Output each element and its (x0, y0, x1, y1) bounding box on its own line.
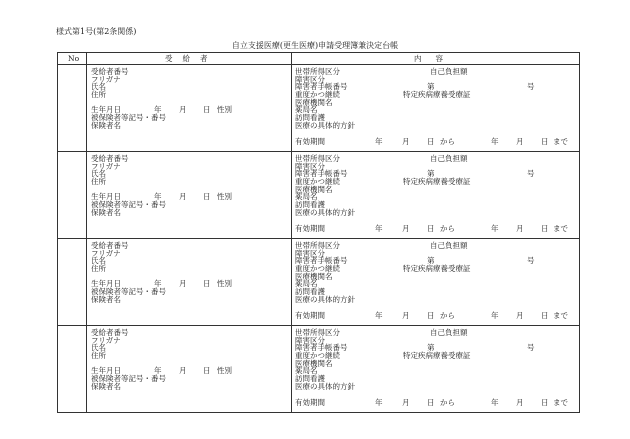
institution-label: 医療機関名 (295, 97, 333, 107)
severe-row (295, 265, 577, 273)
severe-continuous-label: 重度かつ継続 (295, 177, 340, 187)
from-label: から (440, 398, 455, 407)
content-fields (295, 68, 577, 130)
valid-period-label: 有効期間 (295, 398, 325, 407)
self-pay-label: 自己負担額 (430, 241, 468, 250)
document-title: 自立支援医療(更生医療)申請受理簿兼決定台帳 (231, 41, 399, 50)
furigana-label: フリガナ (91, 161, 121, 171)
column-divider (291, 152, 292, 238)
disability-class-label: 障害区分 (295, 161, 325, 171)
handbook-number-label: 障害者手帳番号 (295, 169, 348, 179)
column-divider (291, 53, 292, 64)
institution-label: 医療機関名 (295, 358, 333, 368)
institution-row (295, 273, 577, 281)
entry-row (58, 152, 579, 239)
until-day: 日 (541, 224, 549, 233)
from-label: から (440, 137, 455, 146)
sex-label: 性別 (217, 105, 232, 115)
pharmacy-label: 薬局名 (295, 105, 318, 115)
column-divider (86, 326, 87, 412)
pharmacy-label: 薬局名 (295, 366, 318, 376)
dob-month: 月 (179, 366, 187, 376)
entry-row (58, 326, 579, 413)
severe-row (295, 178, 577, 186)
institution-label: 医療機関名 (295, 184, 333, 194)
dob-row (91, 280, 261, 288)
policy-row (295, 122, 577, 130)
column-divider (291, 65, 292, 151)
income-class-label: 世帯所得区分 (295, 67, 340, 76)
insurer-name-label: 保険者名 (91, 207, 121, 217)
address-label: 住所 (91, 90, 106, 100)
from-month: 月 (402, 224, 410, 233)
dob-label: 生年月日 (91, 279, 121, 289)
from-day: 日 (427, 224, 435, 233)
from-label: から (440, 224, 455, 233)
severe-row (295, 91, 577, 99)
until-month: 月 (516, 224, 524, 233)
sex-label: 性別 (217, 366, 232, 376)
income-row (295, 242, 577, 250)
dob-day: 日 (203, 105, 211, 115)
recipient-number-label: 受給者番号 (91, 154, 129, 163)
dob-month: 月 (179, 279, 187, 289)
income-row (295, 155, 577, 163)
entry-row (58, 239, 579, 326)
recipient-fields (91, 329, 261, 391)
until-day: 日 (541, 311, 549, 320)
table-header (58, 53, 579, 65)
handbook-dai: 第 (427, 343, 435, 353)
column-divider (86, 65, 87, 151)
from-day: 日 (427, 137, 435, 146)
severe-continuous-label: 重度かつ継続 (295, 351, 340, 361)
from-label: から (440, 311, 455, 320)
insurer-name-label: 保険者名 (91, 120, 121, 130)
dob-label: 生年月日 (91, 366, 121, 376)
insured-number-label: 被保険者等記号・番号 (91, 113, 166, 123)
pharmacy-label: 薬局名 (295, 279, 318, 289)
handbook-number-label: 障害者手帳番号 (295, 82, 348, 92)
column-divider (86, 239, 87, 325)
address-label: 住所 (91, 351, 106, 361)
from-day: 日 (427, 311, 435, 320)
severe-continuous-label: 重度かつ継続 (295, 90, 340, 100)
income-row (295, 68, 577, 76)
specific-disease-label: 特定疾病療養受療証 (403, 90, 471, 100)
pharmacy-row (295, 106, 577, 114)
address-label: 住所 (91, 264, 106, 274)
home-nursing-label: 訪問看護 (295, 200, 325, 210)
content-fields (295, 242, 577, 304)
handbook-dai: 第 (427, 82, 435, 92)
from-day: 日 (427, 398, 435, 407)
from-year: 年 (375, 398, 383, 407)
from-year: 年 (375, 137, 383, 146)
disability-class-label: 障害区分 (295, 74, 325, 84)
dob-year: 年 (154, 105, 162, 115)
column-divider (86, 53, 87, 64)
policy-row (295, 383, 577, 391)
dob-day: 日 (203, 279, 211, 289)
until-month: 月 (516, 137, 524, 146)
dob-year: 年 (154, 366, 162, 376)
handbook-go: 号 (527, 343, 535, 353)
until-month: 月 (516, 311, 524, 320)
handbook-go: 号 (527, 169, 535, 179)
content-fields (295, 155, 577, 217)
pharmacy-row (295, 367, 577, 375)
pharmacy-label: 薬局名 (295, 192, 318, 202)
handbook-go: 号 (527, 82, 535, 92)
until-year: 年 (491, 224, 499, 233)
until-year: 年 (491, 137, 499, 146)
furigana-label: フリガナ (91, 248, 121, 258)
income-row (295, 329, 577, 337)
specific-disease-label: 特定疾病療養受療証 (403, 351, 471, 361)
column-divider (291, 326, 292, 412)
from-month: 月 (402, 398, 410, 407)
entry-row (58, 65, 579, 152)
insured-number-label: 被保険者等記号・番号 (91, 287, 166, 297)
pharmacy-row (295, 280, 577, 288)
header-recipient: 受給者 (165, 54, 218, 63)
furigana-label: フリガナ (91, 74, 121, 84)
valid-period-label: 有効期間 (295, 311, 325, 320)
insured-number-label: 被保険者等記号・番号 (91, 200, 166, 210)
self-pay-label: 自己負担額 (430, 328, 468, 337)
insured-number-label: 被保険者等記号・番号 (91, 374, 166, 384)
from-year: 年 (375, 311, 383, 320)
severe-row (295, 352, 577, 360)
dob-day: 日 (203, 366, 211, 376)
policy-label: 医療の具体的方針 (295, 207, 355, 217)
disability-class-label: 障害区分 (295, 248, 325, 258)
header-content: 内容 (414, 54, 457, 63)
home-nursing-label: 訪問看護 (295, 287, 325, 297)
sex-label: 性別 (217, 279, 232, 289)
name-label: 氏名 (91, 256, 106, 266)
handbook-number-label: 障害者手帳番号 (295, 343, 348, 353)
until-label: まで (553, 137, 568, 146)
until-day: 日 (541, 137, 549, 146)
entries (58, 65, 579, 413)
severe-continuous-label: 重度かつ継続 (295, 264, 340, 274)
ledger-table (57, 52, 580, 413)
column-divider (86, 152, 87, 238)
policy-row (295, 296, 577, 304)
insurer-name-label: 保険者名 (91, 294, 121, 304)
dob-row (91, 106, 261, 114)
handbook-number-label: 障害者手帳番号 (295, 256, 348, 266)
until-year: 年 (491, 311, 499, 320)
until-label: まで (553, 224, 568, 233)
form-number: 様式第1号(第2条関係) (56, 27, 137, 36)
name-label: 氏名 (91, 82, 106, 92)
handbook-dai: 第 (427, 256, 435, 266)
income-class-label: 世帯所得区分 (295, 328, 340, 337)
from-month: 月 (402, 311, 410, 320)
valid-period-label: 有効期間 (295, 137, 325, 146)
policy-label: 医療の具体的方針 (295, 294, 355, 304)
pharmacy-row (295, 193, 577, 201)
recipient-number-label: 受給者番号 (91, 241, 129, 250)
valid-period-label: 有効期間 (295, 224, 325, 233)
dob-row (91, 367, 261, 375)
self-pay-label: 自己負担額 (430, 154, 468, 163)
disability-class-label: 障害区分 (295, 335, 325, 345)
furigana-label: フリガナ (91, 335, 121, 345)
recipient-fields (91, 242, 261, 304)
institution-row (295, 99, 577, 107)
dob-year: 年 (154, 279, 162, 289)
income-class-label: 世帯所得区分 (295, 154, 340, 163)
column-divider (291, 239, 292, 325)
policy-label: 医療の具体的方針 (295, 381, 355, 391)
policy-row (295, 209, 577, 217)
recipient-number-label: 受給者番号 (91, 67, 129, 76)
dob-label: 生年月日 (91, 105, 121, 115)
until-year: 年 (491, 398, 499, 407)
sex-label: 性別 (217, 192, 232, 202)
content-fields (295, 329, 577, 391)
header-no: No (68, 54, 80, 63)
specific-disease-label: 特定疾病療養受療証 (403, 177, 471, 187)
until-day: 日 (541, 398, 549, 407)
handbook-dai: 第 (427, 169, 435, 179)
handbook-go: 号 (527, 256, 535, 266)
until-label: まで (553, 398, 568, 407)
dob-month: 月 (179, 192, 187, 202)
recipient-number-label: 受給者番号 (91, 328, 129, 337)
from-month: 月 (402, 137, 410, 146)
from-year: 年 (375, 224, 383, 233)
address-label: 住所 (91, 177, 106, 187)
institution-row (295, 360, 577, 368)
dob-day: 日 (203, 192, 211, 202)
specific-disease-label: 特定疾病療養受療証 (403, 264, 471, 274)
name-label: 氏名 (91, 169, 106, 179)
home-nursing-label: 訪問看護 (295, 113, 325, 123)
policy-label: 医療の具体的方針 (295, 120, 355, 130)
dob-year: 年 (154, 192, 162, 202)
income-class-label: 世帯所得区分 (295, 241, 340, 250)
institution-label: 医療機関名 (295, 271, 333, 281)
dob-month: 月 (179, 105, 187, 115)
until-label: まで (553, 311, 568, 320)
dob-label: 生年月日 (91, 192, 121, 202)
recipient-fields (91, 68, 261, 130)
recipient-fields (91, 155, 261, 217)
name-label: 氏名 (91, 343, 106, 353)
until-month: 月 (516, 398, 524, 407)
institution-row (295, 186, 577, 194)
dob-row (91, 193, 261, 201)
self-pay-label: 自己負担額 (430, 67, 468, 76)
insurer-name-label: 保険者名 (91, 381, 121, 391)
home-nursing-label: 訪問看護 (295, 374, 325, 384)
